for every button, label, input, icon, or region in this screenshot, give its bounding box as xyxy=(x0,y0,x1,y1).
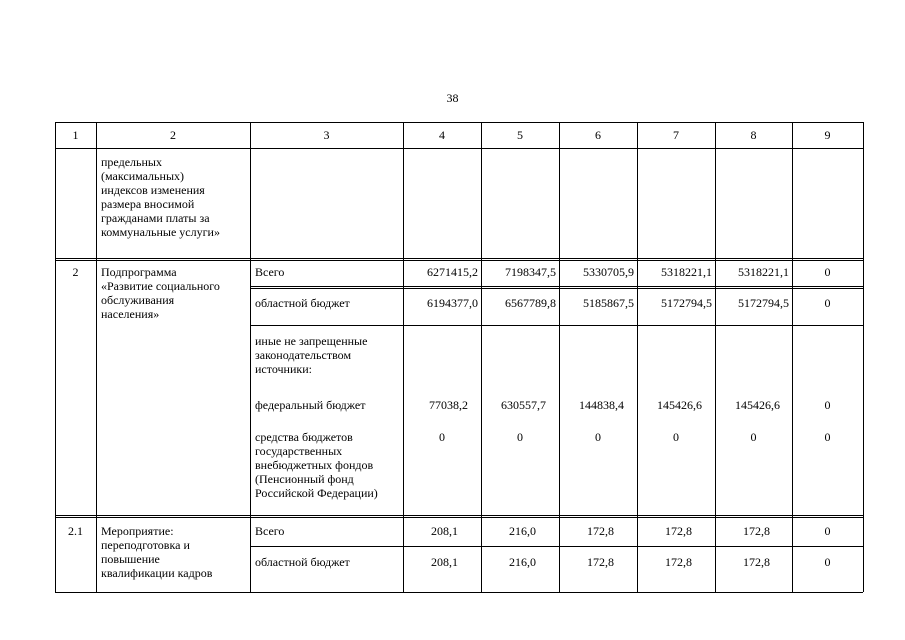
value-cell: 145426,6 xyxy=(657,398,702,412)
funding-source-label: федеральный бюджет xyxy=(255,398,366,412)
value-cell: 0 xyxy=(439,430,445,444)
subrow-divider xyxy=(250,546,863,547)
value-cell: 5330705,9 xyxy=(583,265,634,279)
column-divider xyxy=(715,122,716,592)
subrow-divider xyxy=(250,325,863,326)
column-header: 1 xyxy=(72,128,79,142)
column-header: 9 xyxy=(824,128,831,142)
value-cell: 77038,2 xyxy=(429,398,468,412)
value-cell: 144838,4 xyxy=(579,398,624,412)
column-divider xyxy=(250,122,251,592)
value-cell: 172,8 xyxy=(665,555,692,569)
column-header: 8 xyxy=(750,128,757,142)
value-cell: 0 xyxy=(824,524,831,538)
funding-source-label: Всего xyxy=(255,524,285,538)
column-divider xyxy=(559,122,560,592)
column-divider xyxy=(637,122,638,592)
column-header: 2 xyxy=(170,128,176,142)
funding-source-label: средства бюджетов государственных внебюджетных фондов (Пенсионный фонд Российской Федерации) xyxy=(255,430,378,500)
value-cell: 208,1 xyxy=(431,524,458,538)
table-border-top xyxy=(55,122,863,123)
value-cell: 208,1 xyxy=(431,555,458,569)
column-header: 5 xyxy=(517,128,523,142)
column-divider xyxy=(403,122,404,592)
value-cell: 172,8 xyxy=(665,524,692,538)
value-cell: 7198347,5 xyxy=(505,265,556,279)
subrow-divider xyxy=(250,286,863,287)
value-cell: 0 xyxy=(824,398,831,412)
subprogram-name: Подпрограмма «Развитие социального обслуживания населения» xyxy=(101,265,220,321)
row-divider xyxy=(55,260,863,261)
other-sources-heading: иные не запрещенные законодательством источники: xyxy=(255,334,368,376)
column-header: 6 xyxy=(595,128,601,142)
value-cell: 6271415,2 xyxy=(427,265,478,279)
column-header: 7 xyxy=(673,128,679,142)
table-border-right xyxy=(863,122,864,592)
column-divider xyxy=(792,122,793,592)
value-cell: 5185867,5 xyxy=(583,296,634,310)
page-number: 38 xyxy=(446,91,459,105)
value-cell: 5318221,1 xyxy=(661,265,712,279)
value-cell: 0 xyxy=(824,430,831,444)
value-cell: 0 xyxy=(673,430,679,444)
subrow-divider xyxy=(250,288,863,289)
column-header: 4 xyxy=(439,128,445,142)
value-cell: 172,8 xyxy=(743,555,770,569)
value-cell: 172,8 xyxy=(587,555,614,569)
value-cell: 216,0 xyxy=(509,555,536,569)
value-cell: 630557,7 xyxy=(501,398,546,412)
value-cell: 172,8 xyxy=(743,524,770,538)
column-header: 3 xyxy=(323,128,330,142)
table-border-bottom xyxy=(55,592,863,593)
value-cell: 0 xyxy=(824,265,831,279)
value-cell: 0 xyxy=(517,430,523,444)
row-divider xyxy=(55,258,863,259)
value-cell: 172,8 xyxy=(587,524,614,538)
activity-name: Мероприятие: переподготовка и повышение квалификации кадров xyxy=(101,524,213,580)
row-divider xyxy=(55,515,863,516)
header-row-divider xyxy=(55,148,863,149)
value-cell: 5172794,5 xyxy=(738,296,789,310)
value-cell: 145426,6 xyxy=(735,398,780,412)
value-cell: 5318221,1 xyxy=(738,265,789,279)
value-cell: 0 xyxy=(595,430,601,444)
row-divider xyxy=(55,517,863,518)
value-cell: 216,0 xyxy=(509,524,536,538)
row-number: 2 xyxy=(72,265,79,279)
value-cell: 0 xyxy=(824,296,831,310)
value-cell: 0 xyxy=(750,430,757,444)
value-cell: 5172794,5 xyxy=(661,296,712,310)
row-number: 2.1 xyxy=(68,524,83,538)
column-divider xyxy=(481,122,482,592)
column-divider xyxy=(55,122,56,592)
continued-event-name: предельных (максимальных) индексов изменения размера вносимой гражданами платы за коммунальные услуги» xyxy=(101,155,220,239)
value-cell: 0 xyxy=(824,555,831,569)
value-cell: 6194377,0 xyxy=(427,296,478,310)
column-divider xyxy=(96,122,97,592)
value-cell: 6567789,8 xyxy=(505,296,556,310)
funding-source-label: областной бюджет xyxy=(255,555,350,569)
funding-source-label: Всего xyxy=(255,265,285,279)
funding-source-label: областной бюджет xyxy=(255,296,350,310)
